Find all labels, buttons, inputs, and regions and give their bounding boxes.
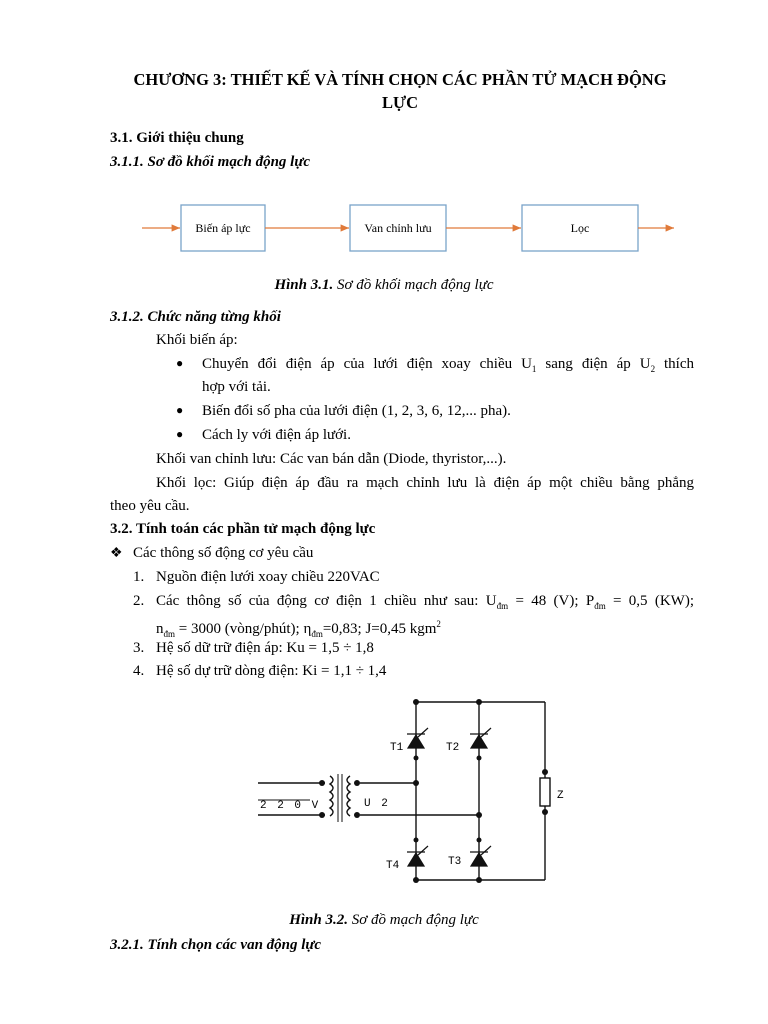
figure-3-2-text: Sơ đồ mạch động lực	[351, 912, 479, 928]
khoi-van-chinh-luu: Khối van chỉnh lưu: Các van bán dẫn (Diode, thyristor,...).	[156, 451, 507, 467]
figure-3-1-text: Sơ đồ khối mạch động lực	[336, 277, 494, 293]
khoi-bien-ap: Khối biến áp:	[156, 332, 238, 348]
chapter-title-line1: CHƯƠNG 3: THIẾT KẾ VÀ TÍNH CHỌN CÁC PHẦN TỬ MẠCH ĐỘNG	[133, 70, 667, 89]
source-voltage-label: 2 2 0 V	[260, 800, 321, 812]
section-3-2-1-heading: 3.2.1. Tính chọn các van động lực	[110, 937, 322, 953]
figure-3-2-caption	[0, 912, 768, 929]
t2-label: T2	[446, 742, 460, 754]
block2-label: Van chỉnh lưu	[364, 221, 432, 235]
t1-label: T1	[390, 742, 404, 754]
bullet-3: Cách ly với điện áp lưới.	[202, 427, 351, 443]
block1-label: Biến áp lực	[195, 221, 251, 235]
load-label: Z	[557, 790, 564, 802]
power-circuit-diagram	[250, 690, 570, 900]
section-3-2-heading: 3.2. Tính toán các phần tử mạch động lực	[110, 521, 376, 537]
bullet-1-line2: hợp với tải.	[202, 379, 271, 395]
list-item-1: Nguồn điện lưới xoay chiều 220VAC	[156, 569, 380, 585]
figure-3-1-caption	[0, 277, 768, 294]
list-number: 3.	[133, 640, 145, 656]
diamond-bullet-icon: ❖	[110, 546, 123, 561]
bullet-icon: ●	[176, 427, 184, 441]
bullet-icon: ●	[176, 356, 184, 370]
section-3-1-1-heading: 3.1.1. Sơ đồ khối mạch động lực	[110, 154, 310, 170]
t4-label: T4	[386, 860, 400, 872]
bullet-2: Biến đổi số pha của lưới điện (1, 2, 3, 6, 12,... pha).	[202, 403, 511, 419]
u2-label: U 2	[364, 798, 390, 810]
block3-label: Lọc	[570, 221, 590, 235]
list-number: 2.	[133, 593, 145, 609]
list-item-2-line1: Các thông số của động cơ điện 1 chiều như sau: $U_{đm} = 48$ (V); $P_{đm} = 0,5$ (KW);	[156, 593, 695, 611]
list-number: 1.	[133, 569, 145, 585]
block-diagram	[138, 198, 678, 260]
list-item-4: Hệ số dự trữ dòng điện: Ki = 1,1 ÷ 1,4	[156, 663, 387, 679]
figure-3-1-label: Hình 3.1.	[274, 277, 334, 293]
params-heading: Các thông số động cơ yêu cầu	[133, 545, 314, 561]
section-3-1-heading: 3.1. Giới thiệu chung	[110, 130, 244, 146]
chapter-title	[100, 68, 700, 114]
list-item-2-line2: $n_{đm} = 3000$ (vòng/phút); $\eta_{đm}=0,83$; J=0,45 kgm$^2$	[156, 619, 441, 639]
chapter-title-line2: LỰC	[381, 93, 419, 112]
list-item-3: Hệ số dữ trữ điện áp: Ku = 1,5 ÷ 1,8	[156, 640, 374, 656]
khoi-loc-line2: theo yêu cầu.	[110, 498, 190, 514]
t3-label: T3	[448, 856, 462, 868]
list-number: 4.	[133, 663, 145, 679]
khoi-loc-line1: Khối lọc: Giúp điện áp đầu ra mạch chỉnh lưu là điện áp một chiều bằng phẳng	[156, 475, 694, 491]
section-3-1-2-heading: 3.1.2. Chức năng từng khối	[110, 309, 281, 325]
bullet-1-line1: Chuyển đổi điện áp của lưới điện xoay chiều $U_1$ sang điện áp $U_2$ thích	[202, 356, 695, 374]
bullet-icon: ●	[176, 403, 184, 417]
figure-3-2-label: Hình 3.2.	[289, 912, 348, 928]
